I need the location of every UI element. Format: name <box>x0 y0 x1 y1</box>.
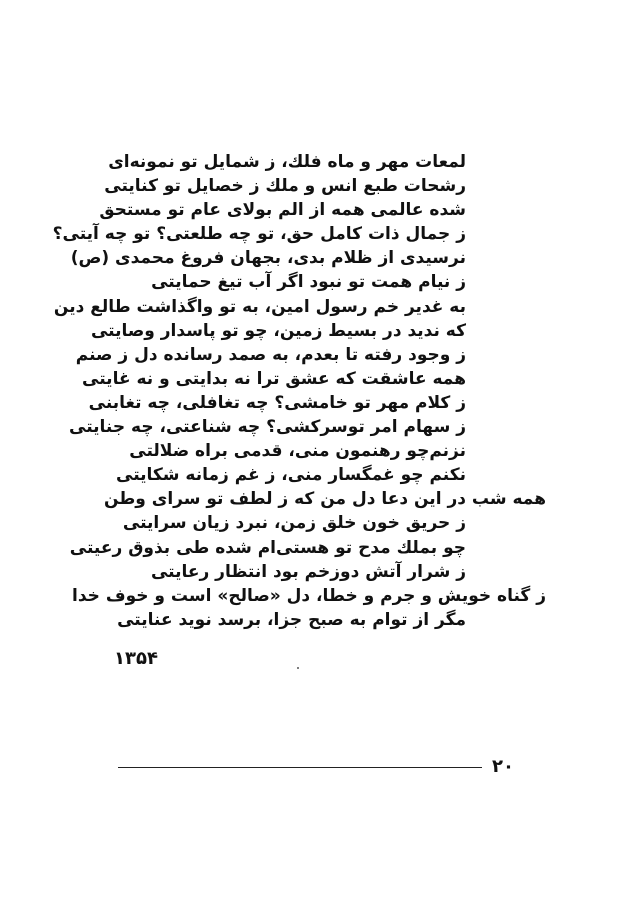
poem-line-12: ز سهام امر توسركشی؟ چه شناعتی، چه جنایتی <box>69 417 466 438</box>
poem-body <box>52 150 546 632</box>
poem-line-14: نكنم چو غمگسار منی، ز غم زمانه شكایتی <box>116 465 466 486</box>
poem-line-4: ز جمال ذات كامل حق، تو چه طلعتی؟ تو چه آیتی؟ <box>52 224 466 245</box>
poem-line-20: مگر از توام به صبح جزا، برسد نوید عنایتی <box>117 609 466 630</box>
poem-line-6: ز نیام همت تو نبود اگر آب تیغ حمایتی <box>151 272 466 293</box>
stray-mark <box>297 667 299 669</box>
poem-line-17: چو بملك مدح تو هستی‌ام شده طی بذوق رعیتی <box>69 537 466 558</box>
footer-rule <box>118 767 482 768</box>
page-footer <box>118 756 518 778</box>
poem-line-1: لمعات مهر و ماه فلك، ز شمایل تو نمونه‌ای <box>108 152 466 172</box>
poem-line-10: همه عاشقت كه عشق ترا نه بدایتی و نه غایتی <box>82 368 466 389</box>
poem-line-15: همه شب در این دعا دل من كه ز لطف تو سرای وطن <box>103 489 546 510</box>
poem-line-3: شده عالمی همه از الم بولای عام تو مستحق <box>99 200 466 221</box>
poem-year: ۱۳۵۴ <box>114 648 158 669</box>
poem-line-8: كه ندید در بسیط زمین، چو تو پاسدار وصایتی <box>90 320 466 341</box>
page-number: ۲۰ <box>492 756 514 777</box>
poem-line-11: ز كلام مهر تو خامشی؟ چه تغافلی، چه تغابنی <box>88 392 466 413</box>
poem-line-19: ز گناه خویش و جرم و خطا، دل «صالح» است و خوف خدا <box>72 585 546 606</box>
poem-line-16: ز حریق خون خلق زمن، نبرد زیان سرایتی <box>122 513 466 534</box>
poem-line-13: نزنم‌چو رهنمون منی، قدمی براه ضلالتی <box>129 441 466 462</box>
poem-line-5: نرسیدی از ظلام بدی، بجهان فروغ محمدی (ص) <box>70 248 466 269</box>
poem-line-9: ز وجود رفته تا بعدم، به صمد رسانده دل ز صنم <box>75 344 466 365</box>
poem-line-18: ز شرار آتش دوزخم بود انتظار رعایتی <box>150 561 466 582</box>
poem-line-7: به غدیر خم رسول امین، به تو واگذاشت طالع دین <box>53 296 466 317</box>
poem-line-2: رشحات طبع انس و ملك ز خصایل تو كنایتی <box>104 176 466 197</box>
